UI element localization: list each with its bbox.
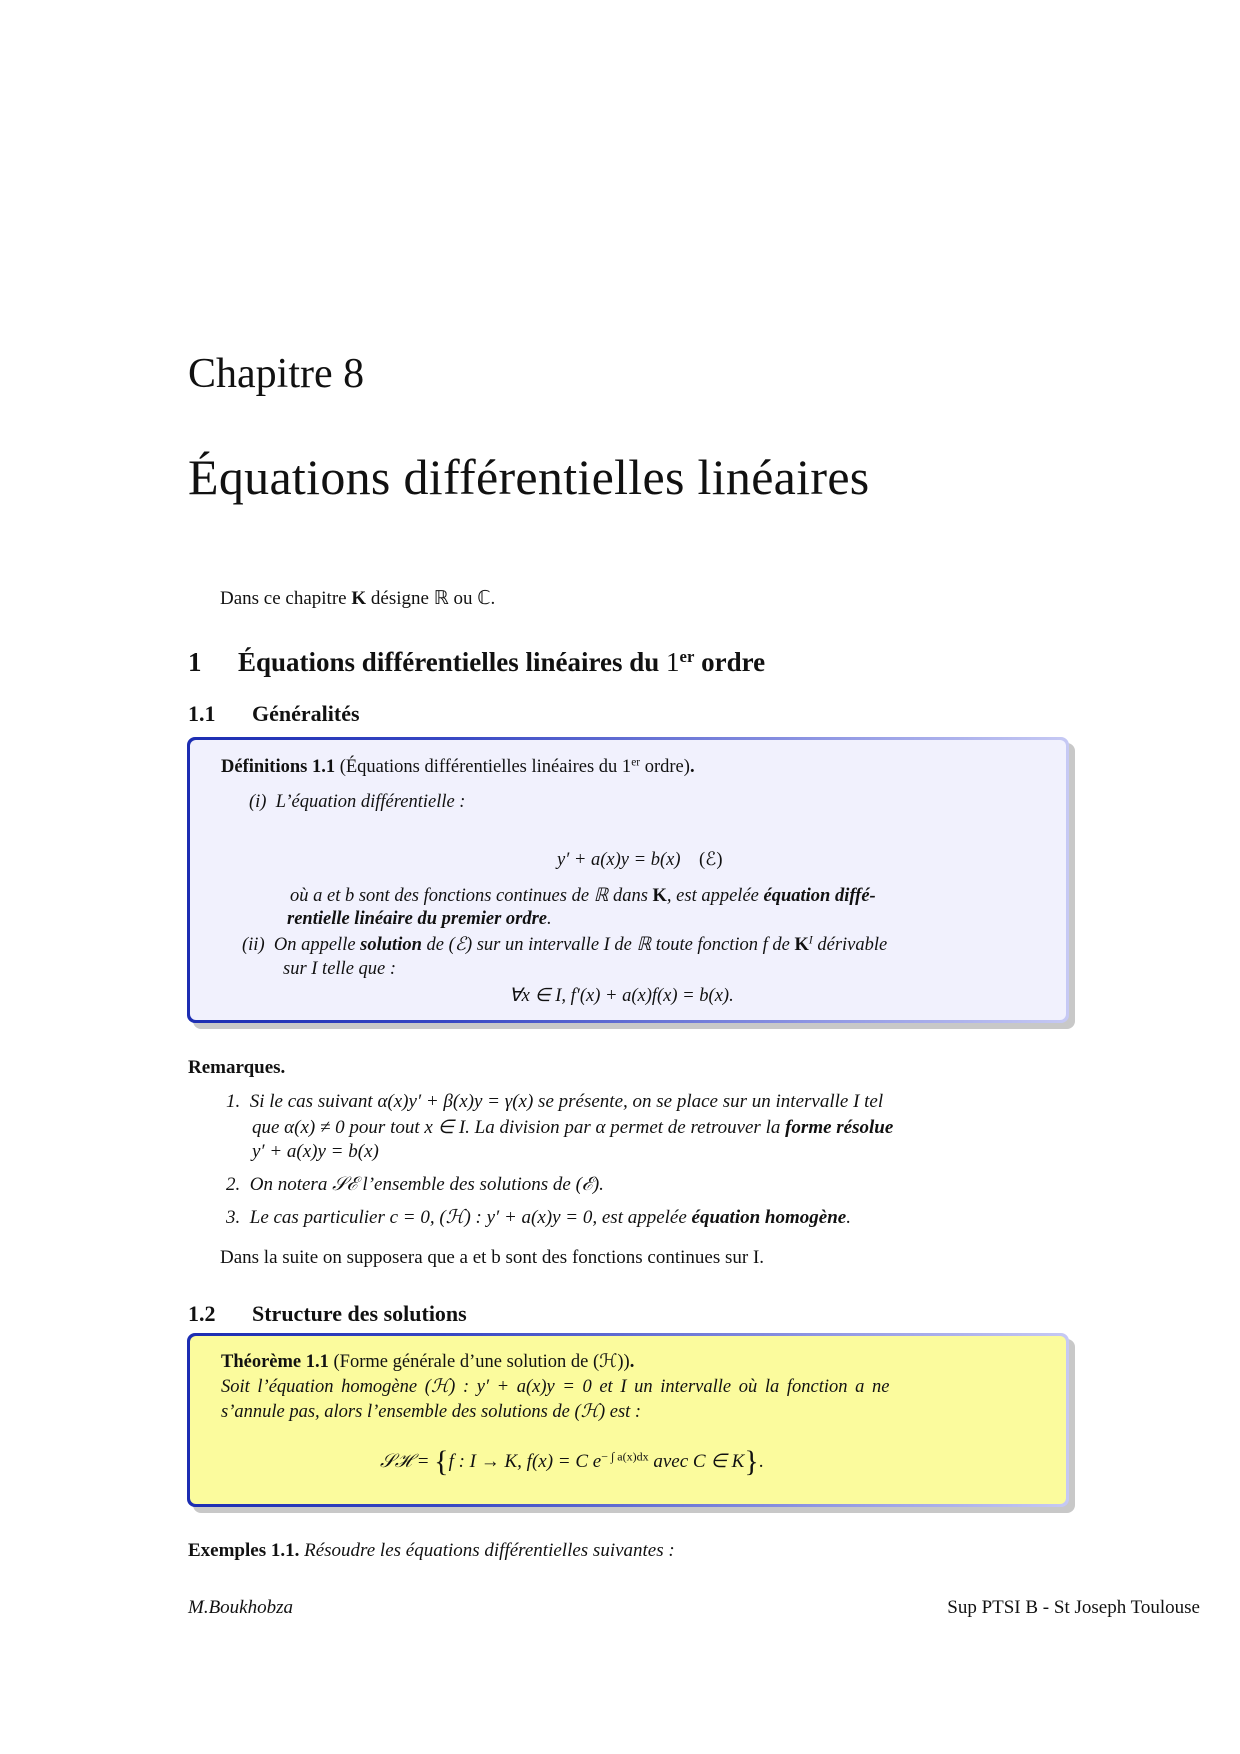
theorem-heading [221,1351,634,1373]
remark-1-line2 [252,1116,893,1139]
remarks-note: Dans la suite on supposera que a et b sont des fonctions continues sur I. [220,1247,765,1268]
footer-school: Sup PTSI B - St Joseph Toulouse [947,1597,1200,1618]
theorem-line-2: s’annule pas, alors l’ensemble des solutions de (ℋ) est : [221,1402,642,1422]
intro-K: K [351,588,367,609]
left-brace: { [434,1445,449,1478]
remark-text: Si le cas suivant α(x)y′ + β(x)y = γ(x) se présente, on se place sur un intervalle I tel [249,1091,884,1112]
formula-body: f : I → K, f(x) = C e [448,1451,602,1472]
item-label: (i) [249,792,267,812]
period: . [846,1207,851,1228]
section-1-heading [188,647,765,678]
item-text: L’équation différentielle : [275,792,466,812]
examples-line [188,1540,675,1562]
remark-text: Le cas particulier c = 0, (ℋ) : y′ + a(x)y = 0, est appelée [249,1207,692,1228]
examples-label: Exemples 1.1. [188,1540,300,1561]
theorem-box [187,1333,1069,1507]
intro-part: ou [448,588,478,609]
definition-item-2-cont: sur I telle que : [283,959,397,979]
subsection-title: Structure des solutions [252,1301,467,1326]
section-title: Équations différentielles linéaires du [238,647,667,677]
subsection-number: 1.2 [188,1301,216,1326]
remark-1-line1 [226,1091,883,1113]
definition-item-2 [242,934,887,956]
definition-box [187,737,1069,1023]
definition-heading [221,757,695,778]
intro-part: désigne [366,588,434,609]
footer-author: M.Boukhobza [188,1597,294,1618]
section-title: ordre [694,647,766,677]
chapter-title: Équations différentielles linéaires [188,449,870,505]
period: . [547,909,552,929]
intro-part: Dans ce chapitre [220,588,352,609]
section-title-sup: er [679,646,695,666]
item-text: dérivable [812,935,888,955]
equation: y′ + a(x)y = b(x) [557,850,681,870]
intro-R: ℝ [433,588,449,609]
exponent: I [808,934,813,947]
theorem-label: Théorème 1.1 [221,1352,329,1372]
definition-subtitle: ordre) [640,757,690,777]
theorem-formula [380,1445,763,1479]
remark-text: que α(x) ≠ 0 pour tout x ∈ I. La division par α permet de retrouver la [252,1117,786,1138]
formula-avec: avec [648,1451,693,1472]
remarks-title: Remarques. [188,1057,286,1078]
item-text: de (ℰ) sur un intervalle I de ℝ toute fonction f de [421,935,795,955]
remark-bold: forme résolue [785,1117,894,1138]
definition-item-1-cont [290,885,876,907]
section-title-num: 1 [666,647,680,677]
formula-tail: C ∈ K [692,1451,745,1472]
subsection-1-1-heading [188,701,360,727]
period: . [758,1451,764,1472]
theorem-subtitle: (Forme générale d’une solution de (ℋ)) [328,1352,630,1372]
item-label: (ii) [242,935,265,955]
remark-3 [226,1206,851,1229]
formula-exponent: − ∫ a(x)dx [601,1449,649,1464]
formula-lhs: 𝒮ℋ = [380,1451,435,1472]
intro-text [220,587,495,610]
examples-text: Résoudre les équations différentielles suivantes : [299,1540,675,1561]
definition-subtitle: (Équations différentielles linéaires du 1 [335,757,632,777]
remark-1-line3: y′ + a(x)y = b(x) [252,1141,379,1162]
section-number: 1 [188,647,202,677]
subsection-title: Généralités [252,701,360,726]
theorem-line-1: Soit l’équation homogène (ℋ) : y′ + a(x)y = 0 et I un intervalle où la fonction a ne [221,1377,890,1397]
item-bold: rentielle linéaire du premier ordre [287,909,548,929]
remark-number: 2. [226,1174,241,1195]
equation-tag: (ℰ) [699,850,723,870]
intro-part: . [490,588,496,609]
right-brace: } [744,1445,759,1478]
intro-C: ℂ [477,588,491,609]
subsection-number: 1.1 [188,701,216,726]
remark-number: 1. [226,1091,241,1112]
definition-equation [557,849,723,871]
definition-subtitle-sup: er [631,756,641,769]
definition-item-1-cont2 [287,909,552,930]
remark-2 [226,1174,604,1196]
period: . [629,1352,635,1372]
item-text: où a et b sont des fonctions continues de ℝ dans [290,886,653,906]
definition-item-1 [249,792,465,813]
remark-bold: équation homogène [691,1207,847,1228]
item-text: , est appelée [666,886,764,906]
remark-number: 3. [226,1207,241,1228]
item-bold: solution [360,935,422,955]
K-symbol: K [652,886,667,906]
K-symbol: K [794,935,809,955]
period: . [689,757,695,777]
remark-text: On notera 𝒮ℰ l’ensemble des solutions de (ℰ). [249,1174,604,1195]
item-bold: équation diffé- [763,886,876,906]
definition-label: Définitions 1.1 [221,757,336,777]
chapter-label: Chapitre 8 [188,351,365,397]
item-text: On appelle [273,935,361,955]
subsection-1-2-heading [188,1301,467,1327]
definition-item-2-equation: ∀x ∈ I, f′(x) + a(x)f(x) = b(x). [509,986,734,1006]
